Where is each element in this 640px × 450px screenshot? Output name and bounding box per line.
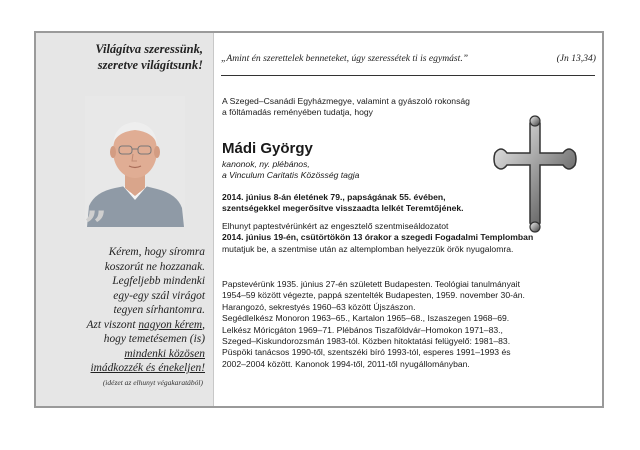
last-will-quote	[35, 245, 205, 376]
quote-mark: ”	[84, 203, 108, 250]
death-line: szentségekkel megerősítve visszaadta lelkét Teremtőjének.	[222, 203, 464, 214]
will-line	[35, 332, 205, 347]
motto-line: szeretve világítsunk!	[97, 58, 203, 72]
biography-line: 1954–59 között végezte, pappá szentelték Budapesten, 1959. november 30-án.	[222, 290, 525, 301]
biography-line: Papstevérünk 1935. június 27-én született Budapesten. Teológiai tanulmányait	[222, 279, 520, 289]
will-line	[35, 245, 205, 260]
bible-quote	[221, 53, 596, 64]
will-text: Azt viszont	[86, 318, 139, 331]
will-source: (idézet az elhunyt végakaratából)	[102, 378, 203, 387]
will-line	[35, 289, 205, 304]
deceased-title	[222, 159, 522, 182]
announcement-line: a föltámadás reményében tudatja, hogy	[222, 107, 373, 118]
will-line	[35, 274, 205, 289]
will-text: hogy temetésemen (is)	[103, 333, 205, 345]
will-line	[35, 361, 205, 376]
will-underlined-text: mindenki közösen	[124, 347, 205, 360]
biography-line: Harangozó, sekrestyés 1960–63 között Újszászon.	[222, 301, 416, 312]
death-line: 2014. június 8-án életének 79., papságának 55. évében,	[222, 192, 446, 202]
biography-line: Lelkész Móricgáton 1969–71. Plébános Tiszaföldvár–Homokon 1971–83.,	[222, 324, 503, 335]
will-text: tegyen sírhantomra.	[113, 304, 205, 316]
will-underlined-text: imádkozzék és énekeljen!	[90, 362, 205, 374]
bible-reference: (Jn 13,34)	[556, 53, 596, 64]
motto	[95, 41, 203, 73]
sidebar	[36, 33, 214, 406]
will-text: Kérem, hogy síromra	[108, 246, 205, 258]
will-text: egy-egy szál virágot	[113, 289, 205, 302]
deceased-name: Mádi György	[222, 140, 313, 157]
obituary-card	[34, 31, 604, 408]
funeral-line: Elhunyt paptestvérünkért az engesztelő szentmiseáldozatot	[222, 221, 449, 231]
title-line: kanonok, ny. plébános,	[222, 159, 310, 169]
funeral-date: 2014. június 19-én, csütörtökön 13 órakor a szegedi Fogadalmi Templomban	[222, 232, 534, 243]
motto-line: Világítva szeressünk,	[95, 42, 203, 56]
divider	[221, 75, 595, 76]
will-text: ,	[202, 318, 205, 331]
bible-quote-text: „Amint én szerettelek benneteket, úgy szeressétek ti is egymást.”	[221, 53, 469, 64]
will-text: Legfeljebb mindenki	[112, 275, 205, 287]
orthodox-cross-icon	[493, 115, 577, 240]
will-underlined-text: nagyon kérem	[138, 318, 203, 331]
will-text: koszorút ne hozzanak.	[104, 260, 205, 273]
title-line: a Vinculum Caritatis Közösség tagja	[222, 170, 360, 181]
will-line	[35, 303, 205, 318]
announcement-line: A Szeged–Csanádi Egyházmegye, valamint a gyászoló rokonság	[222, 96, 470, 106]
will-line	[35, 260, 205, 275]
funeral-line: mutatjuk be, a szentmise után az altemplomban helyezzük örök nyugalomra.	[222, 243, 514, 254]
biography-line: Szeged–Kiskundorozsmán 1983-tól. Közben hitoktatási felügyelő: 1981–83.	[222, 336, 511, 347]
will-line	[35, 347, 205, 362]
will-line	[35, 318, 205, 333]
biography-line: Püspöki tanácsos 1990-től, szentszéki bíró 1993-tól, esperes 1991–1993 és	[222, 347, 511, 358]
biography-line: 2002–2004 között. Kanonok 1994-től, 2011-től nyugállományban.	[222, 358, 470, 369]
biography-line: Segédlelkész Monoron 1963–65., Kartalon 1965–68., Iszaszegen 1968–69.	[222, 313, 510, 324]
biography	[222, 279, 594, 370]
announcement	[222, 96, 512, 119]
